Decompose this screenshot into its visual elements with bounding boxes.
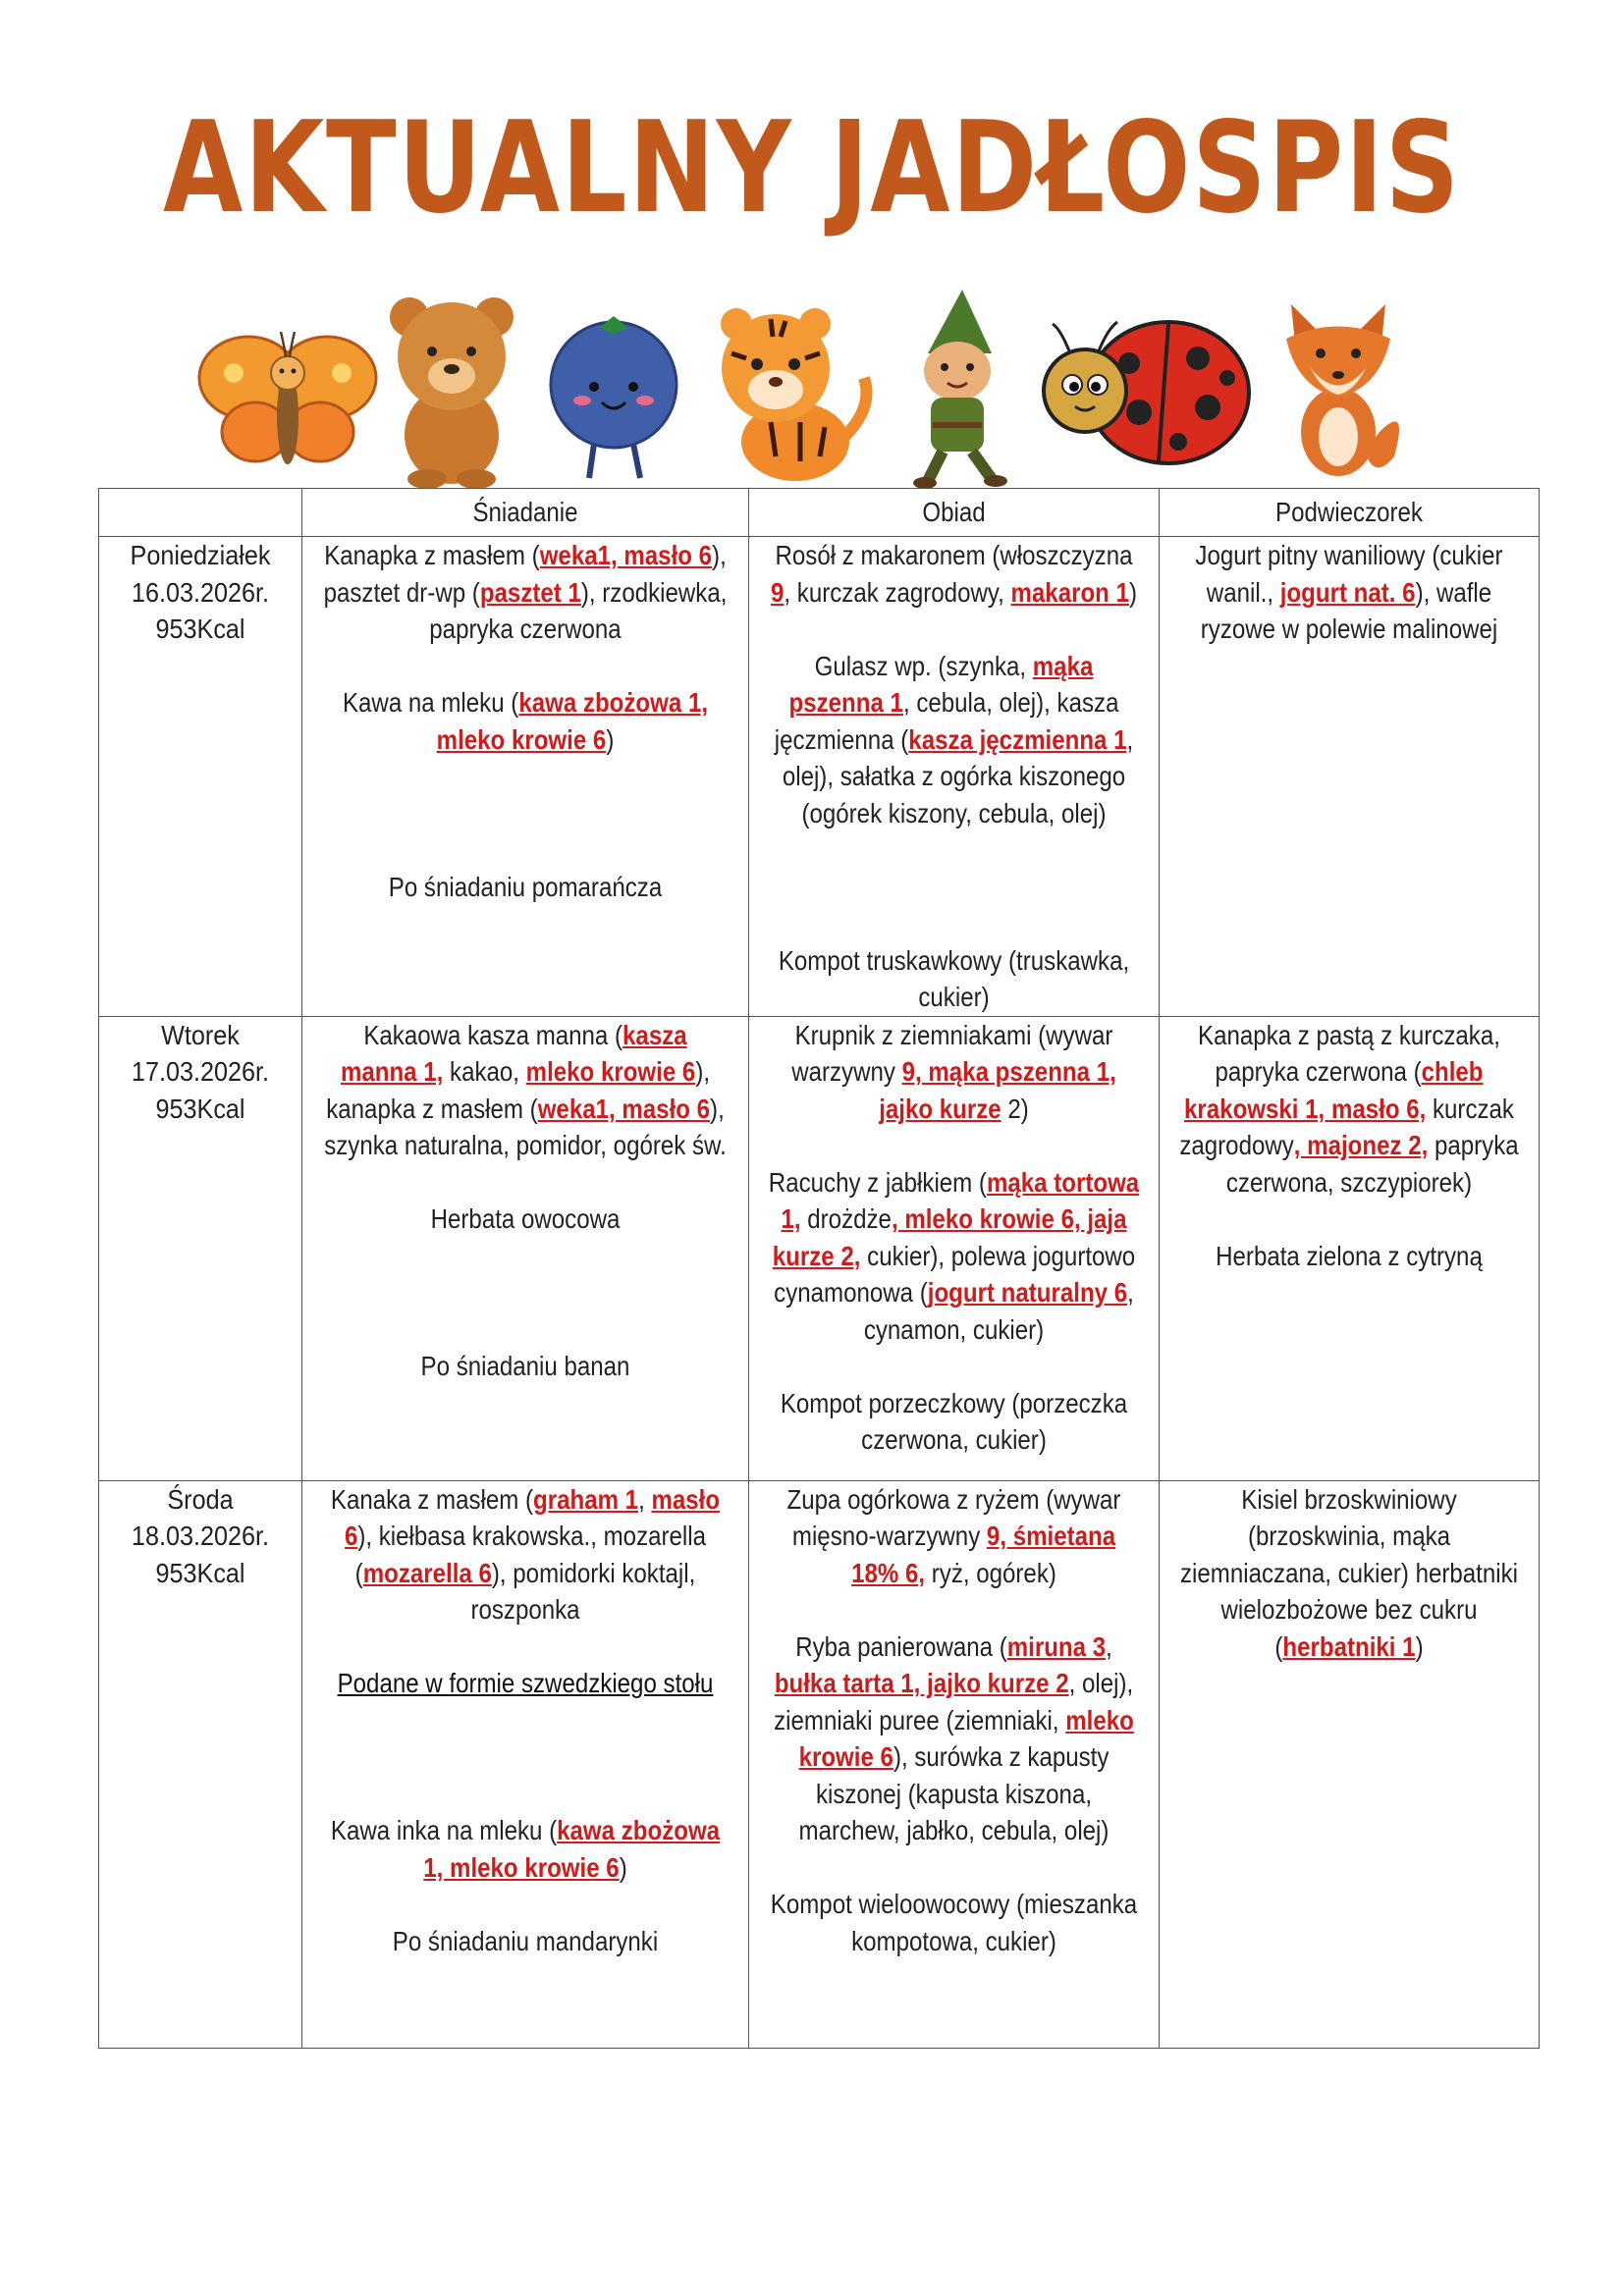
menu-table — [98, 488, 1540, 2049]
snack-cell: Jogurt pitny waniliowy (cukier wanil., jogurt nat. 6), wafle ryzowe w polewie malinowej — [1160, 537, 1540, 1017]
lunch-cell: Rosół z makaronem (włoszczyzna 9, kurczak zagrodowy, makaron 1) Gulasz wp. (szynka, mąka pszenna 1, cebula, olej), kasza jęczmienna (kasza jęczmienna 1, olej), sałatka z ogórka kiszonego (ogórek kiszony, cebula, olej) Kompot truskawkowy (truskawka, cukier) — [749, 537, 1160, 1017]
snack-cell: Kanapka z pastą z kurczaka, papryka czerwona (chleb krakowski 1, masło 6, kurczak zagrodowy, majonez 2, papryka czerwona, szczypiorek) Herbata zielona z cytryną — [1160, 1016, 1540, 1480]
bear-icon — [378, 293, 525, 489]
table-row — [99, 1480, 1540, 2048]
day-cell: Poniedziałek 16.03.2026r. 953Kcal — [99, 537, 302, 1017]
header-blank — [99, 489, 302, 537]
breakfast-cell: Kakaowa kasza manna (kasza manna 1, kakao, mleko krowie 6), kanapka z masłem (weka1, masło 6), szynka naturalna, pomidor, ogórek św. Herbata owocowa Po śniadaniu banan — [302, 1016, 749, 1480]
tiger-icon — [702, 299, 879, 491]
blueberry-icon — [545, 306, 682, 488]
header-snack: Podwieczorek — [1160, 489, 1540, 537]
day-cell: Wtorek 17.03.2026r. 953Kcal — [99, 1016, 302, 1480]
page-title: AKTUALNY JADŁOSPIS — [163, 95, 1461, 241]
table-row — [99, 537, 1540, 1017]
breakfast-cell: Kanapka z masłem (weka1, masło 6), pasztet dr-wp (pasztet 1), rzodkiewka, papryka czerwona Kawa na mleku (kawa zbożowa 1, mleko krowie 6) Po śniadaniu pomarańcza — [302, 537, 749, 1017]
gnome-icon — [893, 285, 1021, 491]
animal-illustrations — [187, 285, 1424, 491]
ladybug-icon — [1031, 304, 1257, 481]
day-cell: Środa 18.03.2026r. 953Kcal — [99, 1480, 302, 2048]
header-breakfast: Śniadanie — [302, 489, 749, 537]
table-row — [99, 1016, 1540, 1480]
snack-cell: Kisiel brzoskwiniowy (brzoskwinia, mąka ziemniaczana, cukier) herbatniki wielozbożowe bez cukru (herbatniki 1) — [1160, 1480, 1540, 2048]
fox-icon — [1272, 285, 1409, 491]
breakfast-cell: Kanaka z masłem (graham 1, masło 6), kiełbasa krakowska., mozarella (mozarella 6), pomidorki koktajl, roszponka Podane w formie szwedzkiego stołu Kawa inka na mleku (kawa zbożowa 1, mleko krowie 6) Po śniadaniu mandarynki — [302, 1480, 749, 2048]
butterfly-icon — [194, 324, 381, 481]
header-lunch: Obiad — [749, 489, 1160, 537]
table-header-row — [99, 489, 1540, 537]
lunch-cell: Krupnik z ziemniakami (wywar warzywny 9, mąka pszenna 1, jajko kurze 2) Racuchy z jabłkiem (mąka tortowa 1, drożdże, mleko krowie 6, jaja kurze 2, cukier), polewa jogurtowo cynamonowa (jogurt naturalny 6, cynamon, cukier) Kompot porzeczkowy (porzeczka czerwona, cukier) — [749, 1016, 1160, 1480]
lunch-cell: Zupa ogórkowa z ryżem (wywar mięsno-warzywny 9, śmietana 18% 6, ryż, ogórek) Ryba panierowana (miruna 3, bułka tarta 1, jajko kurze 2, olej), ziemniaki puree (ziemniaki, mleko krowie 6), surówka z kapusty kiszonej (kapusta kiszona, marchew, jabłko, cebula, olej) Kompot wieloowocowy (mieszanka kompotowa, cukier) — [749, 1480, 1160, 2048]
